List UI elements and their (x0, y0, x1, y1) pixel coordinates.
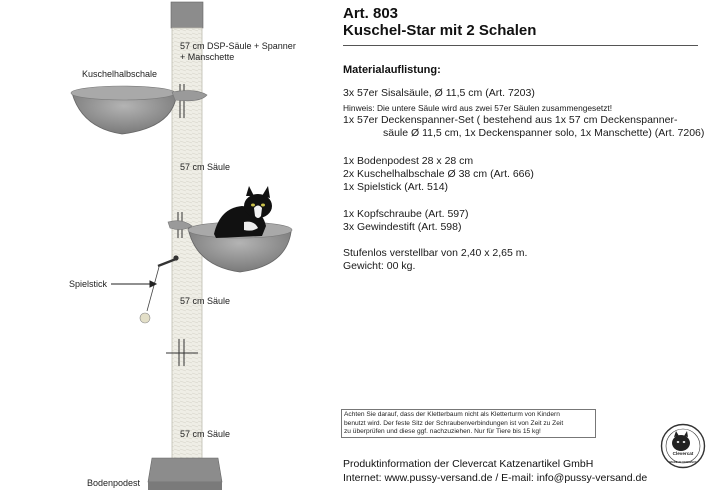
label-bottom-pole: 57 cm Säule (180, 429, 231, 439)
company-info: Produktinformation der Clevercat Katzenartikel GmbH (343, 458, 594, 470)
material-hint: Hinweis: Die untere Säule wird aus zwei 57er Säulen zusammengesetzt! (343, 103, 613, 113)
seal-subtext: MADE IN GERMANY (669, 460, 697, 464)
cat-image (214, 186, 272, 238)
label-middle-pole: 57 cm Säule (180, 162, 231, 172)
title-divider (343, 45, 698, 46)
material-pins: 3x Gewindestift (Art. 598) (343, 221, 462, 233)
product-name: Kuschel-Star mit 2 Schalen (343, 22, 537, 39)
arrow-play-stick (111, 281, 156, 287)
base-platform (148, 458, 222, 490)
materials-heading: Materialauflistung: (343, 64, 441, 76)
material-spanner-2: säule Ø 11,5 cm, 1x Deckenspanner solo, 1x Manschette) (Art. 7206) (383, 127, 705, 139)
article-number: Art. 803 (343, 5, 399, 22)
material-spanner-1: 1x 57er Deckenspanner-Set ( bestehend aus 1x 57 cm Deckenspanner- (343, 114, 678, 126)
safety-note-line-1: Achten Sie darauf, dass der Kletterbaum nicht als Kletterturm von Kindern (344, 411, 560, 418)
weight: Gewicht: 00 kg. (343, 260, 416, 272)
label-lower-pole: 57 cm Säule (180, 296, 231, 306)
safety-note (341, 409, 596, 438)
label-top-pole: 57 cm DSP-Säule + Spanner (180, 41, 296, 51)
adjustable-range: Stufenlos verstellbar von 2,40 x 2,65 m. (343, 247, 528, 259)
clevercat-seal-icon (660, 423, 706, 469)
material-screw: 1x Kopfschraube (Art. 597) (343, 208, 469, 220)
label-top-pole-2: + Manschette (180, 52, 235, 62)
material-base: 1x Bodenpodest 28 x 28 cm (343, 155, 474, 167)
material-bowls: 2x Kuschelhalbschale Ø 38 cm (Art. 666) (343, 168, 534, 180)
label-base: Bodenpodest (87, 478, 141, 488)
product-illustration (0, 0, 330, 498)
contact-info: Internet: www.pussy-versand.de / E-mail: info@pussy-versand.de (343, 472, 648, 484)
label-bowl: Kuschelhalbschale (82, 69, 158, 79)
label-toy: Spielstick (69, 279, 108, 289)
ceiling-cap (171, 2, 203, 28)
material-toy: 1x Spielstick (Art. 514) (343, 181, 449, 193)
safety-note-line-2: benutzt wird. Der feste Sitz der Schraubenverbindungen ist von Zeit zu Zeit (344, 419, 564, 427)
safety-note-line-3: zu überprüfen und diese ggf. nachzuziehen. Nur für Tiere bis 15 kg! (344, 428, 541, 436)
seal-text: Clevercat (672, 451, 694, 456)
material-sisal: 3x 57er Sisalsäule, Ø 11,5 cm (Art. 7203) (343, 87, 535, 99)
